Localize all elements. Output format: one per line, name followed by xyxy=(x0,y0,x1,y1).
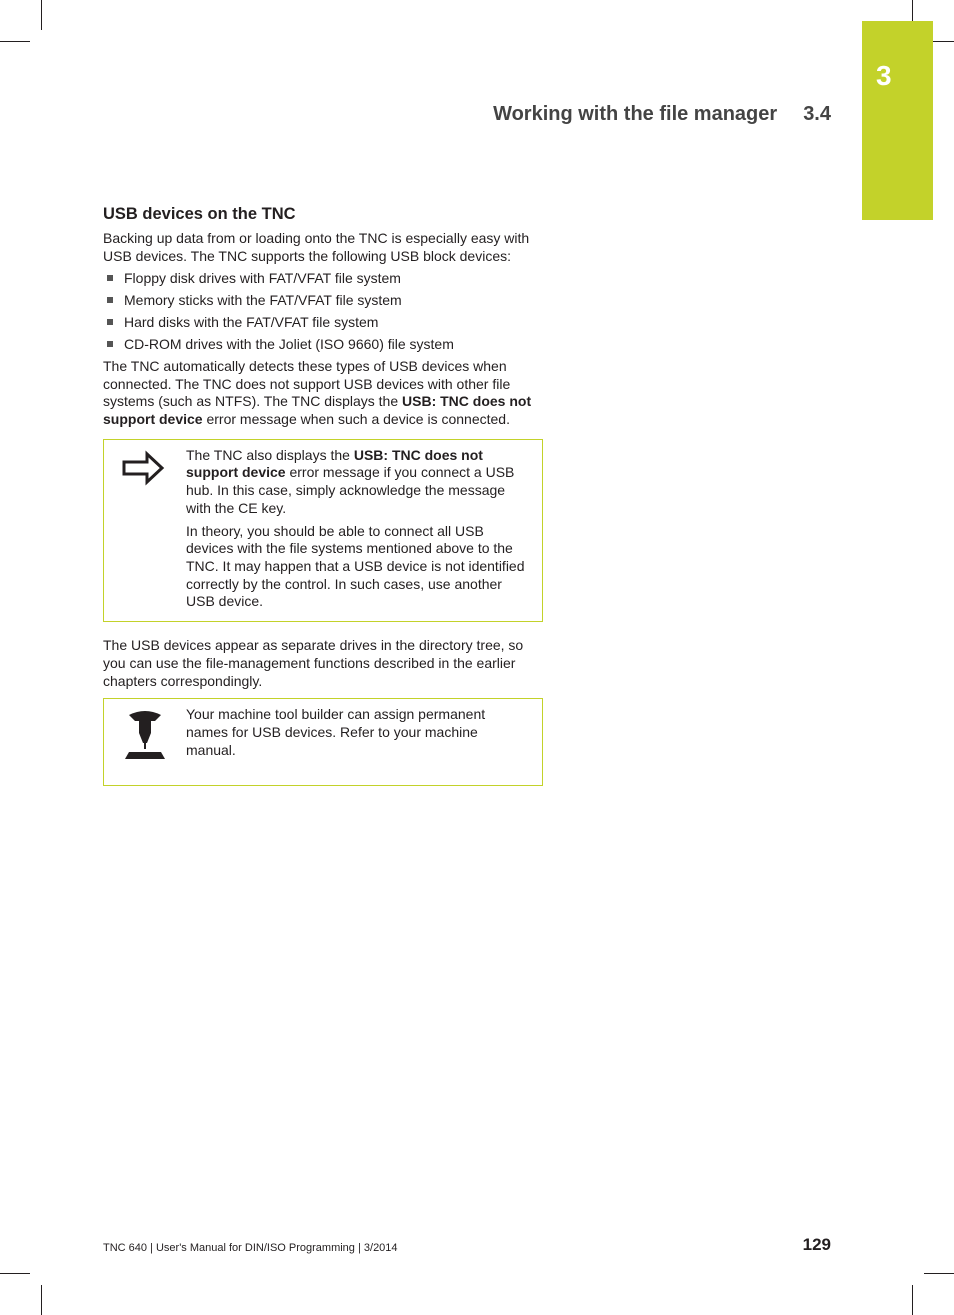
section-number: 3.4 xyxy=(803,103,831,125)
chapter-tab xyxy=(862,21,933,220)
footer-text: TNC 640 | User's Manual for DIN/ISO Programming | 3/2014 xyxy=(103,1242,398,1254)
crop-mark xyxy=(0,41,30,42)
usb-device-list xyxy=(103,270,543,353)
crop-mark xyxy=(912,1285,913,1315)
machine-tool-icon xyxy=(125,709,165,765)
crop-mark xyxy=(912,0,913,21)
detection-paragraph: The TNC automatically detects these types of USB devices when connected. The TNC does not support USB devices with other file systems (such as NTFS). The TNC displays the USB: TNC does not support device error message when such a device is connected. xyxy=(103,357,532,428)
running-title: Working with the file manager xyxy=(493,103,778,125)
note-box xyxy=(103,698,543,786)
note-paragraph: Your machine tool builder can assign permanent names for USB devices. Refer to your machine manual. xyxy=(186,706,486,758)
bullet-square-icon xyxy=(107,297,113,303)
list-item: CD-ROM drives with the Joliet (ISO 9660) file system xyxy=(103,336,543,354)
bullet-square-icon xyxy=(107,341,113,347)
error-message-code: USB: TNC does not support device xyxy=(186,446,483,481)
note-box xyxy=(103,439,543,622)
crop-mark xyxy=(0,1273,30,1274)
list-item: Floppy disk drives with FAT/VFAT file system xyxy=(103,270,543,288)
error-message-code: USB: TNC does not support device xyxy=(103,393,532,428)
directory-paragraph: The USB devices appear as separate drives in the directory tree, so you can use the file-management functions described in the earlier chapters correspondingly. xyxy=(103,637,524,689)
note-paragraph: The TNC also displays the USB: TNC does not support device error message if you connect a USB hub. In this case, simply acknowledge the message with the CE key. xyxy=(186,446,515,516)
running-header xyxy=(493,103,831,126)
arrow-right-icon xyxy=(121,450,165,486)
section-title: USB devices on the TNC xyxy=(103,205,296,223)
intro-paragraph: Backing up data from or loading onto the TNC is especially easy with USB devices. The TNC supports the following USB block devices: xyxy=(103,230,530,264)
crop-mark xyxy=(924,1273,954,1274)
bullet-square-icon xyxy=(107,319,113,325)
crop-mark xyxy=(41,1285,42,1315)
main-content xyxy=(103,205,543,786)
crop-mark xyxy=(41,0,42,30)
chapter-number: 3 xyxy=(876,60,892,91)
note-paragraph: In theory, you should be able to connect all USB devices with the file systems mentioned above to the TNC. It may happen that a USB device is not identified correctly by the control. In such cases, use another USB device. xyxy=(186,522,525,610)
bullet-square-icon xyxy=(107,275,113,281)
list-item: Memory sticks with the FAT/VFAT file system xyxy=(103,292,543,310)
page-number: 129 xyxy=(802,1235,831,1254)
list-item: Hard disks with the FAT/VFAT file system xyxy=(103,314,543,332)
